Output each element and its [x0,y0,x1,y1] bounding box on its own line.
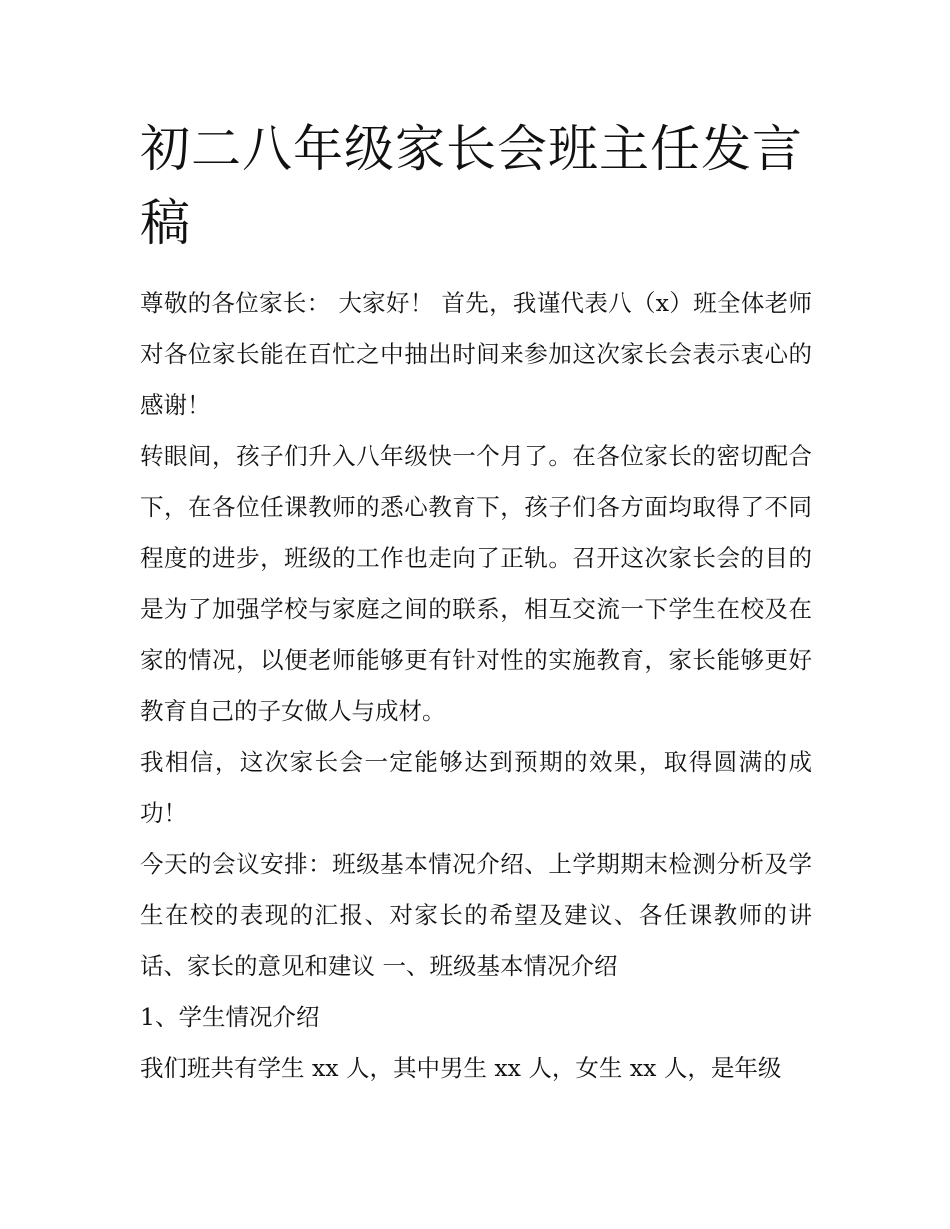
paragraph-purpose: 转眼间，孩子们升入八年级快一个月了。在各位家长的密切配合下，在各位任课教师的悉心教育下，孩子们各方面均取得了不同程度的进步，班级的工作也走向了正轨。召开这次家长会的目的是为了加强学校与家庭之间的联系，相互交流一下学生在校及在家的情况，以便老师能够更有针对性的实施教育，家长能够更好教育自己的子女做人与成材。 [140,442,812,725]
paragraph-class-size: 我们班共有学生 xx 人，其中男生 xx 人，女生 xx 人，是年级 [140,1054,782,1082]
paragraph-greeting: 尊敬的各位家长： 大家好！ 首先，我谨代表八（x）班全体老师对各位家长能在百忙之中抽出时间来参加这次家长会表示衷心的感谢！ [140,289,812,419]
document-title: 初二八年级家长会班主任发言稿 [140,120,803,252]
paragraph-confidence: 我相信，这次家长会一定能够达到预期的效果，取得圆满的成功！ [140,748,812,827]
document-body [140,278,812,1094]
paragraph-agenda: 今天的会议安排：班级基本情况介绍、上学期期末检测分析及学生在校的表现的汇报、对家长的希望及建议、各任课教师的讲话、家长的意见和建议 一、班级基本情况介绍 [140,850,812,980]
section-heading-student-info: 1、学生情况介绍 [140,1003,320,1031]
